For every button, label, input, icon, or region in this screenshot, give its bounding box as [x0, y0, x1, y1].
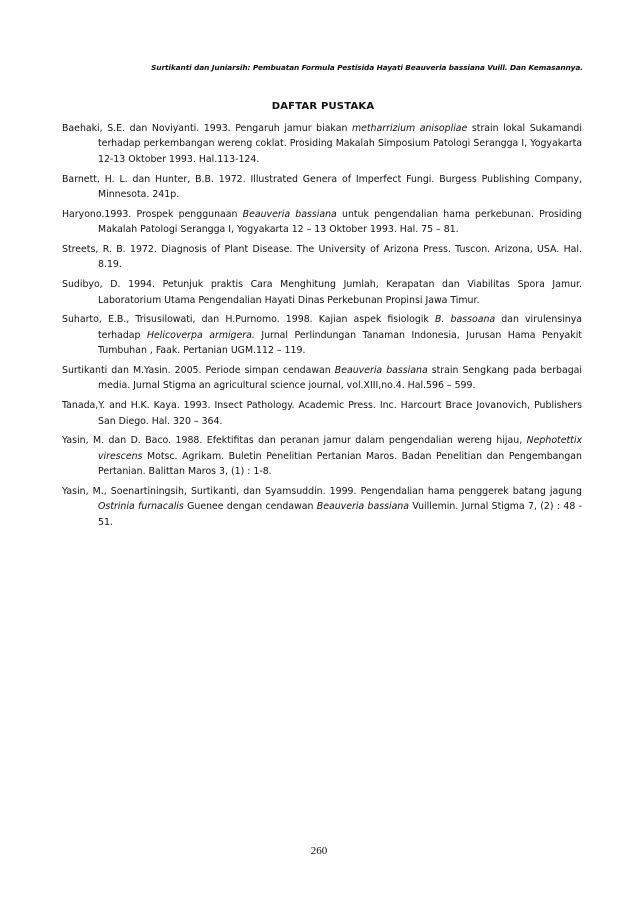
reference-entry: Streets, R. B. 1972. Diagnosis of Plant Disease. The University of Arizona Press. Tuscon. Arizona, USA. Hal. 8.19.: [62, 244, 582, 271]
section-title: DAFTAR PUSTAKA: [271, 101, 375, 112]
reference-entry: Haryono.1993. Prospek penggunaan Beauveria bassiana untuk pengendalian hama perkebunan. Prosiding Makalah Patologi Serangga I, Yogyakarta 12 – 13 Oktober 1993. Hal. 75 – 81.: [62, 208, 582, 236]
reference-entry: Suharto, E.B., Trisusilowati, dan H.Purnomo. 1998. Kajian aspek fisiologik B. bassoana dan virulensinya terhadap Helicoverpa armigera. Jurnal Perlindungan Tanaman Indonesia, Jurusan Hama Penyakit Tumbuhan , Faak. Pertanian UGM.112 – 119.: [62, 314, 582, 357]
reference-entry: Baehaki, S.E. dan Noviyanti. 1993. Pengaruh jamur biakan metharrizium anisopliae strain lokal Sukamandi terhadap perkembangan wereng coklat. Prosiding Makalah Simposium Patologi Serangga I, Yogyakarta 12-13 Oktober 1993. Hal.113-124.: [62, 123, 582, 165]
reference-entry: Surtikanti dan M.Yasin. 2005. Periode simpan cendawan Beauveria bassiana strain Sengkang pada berbagai media. Jurnal Stigma an agricultural science journal, vol.XIII,no.4. Hal.596 – 599.: [62, 365, 582, 392]
reference-list: [62, 121, 582, 535]
reference-entry: Sudibyo, D. 1994. Petunjuk praktis Cara Menghitung Jumlah, Kerapatan dan Viabilitas Spora Jamur. Laboratorium Utama Pengendalian Hayati Dinas Perkebunan Propinsi Jawa Timur.: [62, 279, 582, 306]
reference-entry: Tanada,Y. and H.K. Kaya. 1993. Insect Pathology. Academic Press. Inc. Harcourt Brace Jovanovich, Publishers San Diego. Hal. 320 – 364.: [62, 400, 582, 427]
running-head: Surtikanti dan Juniarsih: Pembuatan Formula Pestisida Hayati Beauveria bassiana Vuill. Dan Kemasannya.: [151, 63, 583, 72]
reference-entry: Yasin, M. dan D. Baco. 1988. Efektifitas dan peranan jamur dalam pengendalian wereng hijau, Nephotettix virescens Motsc. Agrikam. Buletin Penelitian Pertanian Maros. Badan Penelitian dan Pengembangan Pertanian. Balittan Maros 3, (1) : 1-8.: [62, 435, 582, 478]
reference-entry: Yasin, M., Soenartiningsih, Surtikanti, dan Syamsuddin. 1999. Pengendalian hama penggerek batang jagung Ostrinia furnacalis Guenee dengan cendawan Beauveria bassiana Vuillemin. Jurnal Stigma 7, (2) : 48 - 51.: [62, 486, 582, 528]
reference-entry: Barnett, H. L. dan Hunter, B.B. 1972. Illustrated Genera of Imperfect Fungi. Burgess Publishing Company, Minnesota. 241p.: [62, 173, 582, 201]
page-number: 260: [310, 845, 328, 857]
